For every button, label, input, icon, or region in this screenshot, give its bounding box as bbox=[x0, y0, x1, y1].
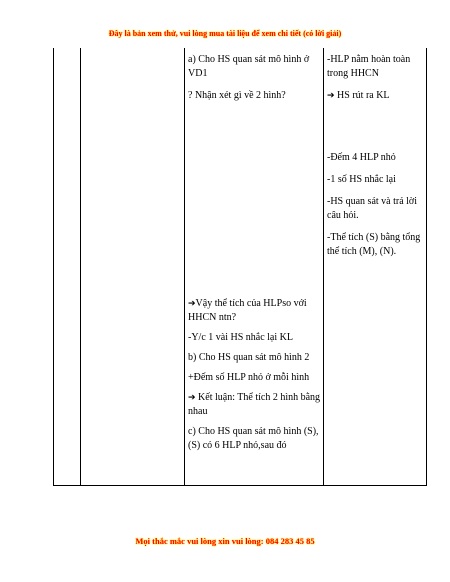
preview-notice-banner: Đây là bản xem thử, vui lòng mua tài liệu để xem chi tiết (có lời giải) bbox=[108, 29, 342, 38]
student-activity-block-b bbox=[327, 151, 424, 259]
teacher-line: a) Cho HS quan sát mô hình ở VD1 bbox=[188, 54, 310, 79]
teacher-line: ? Nhận xét gì về 2 hình? bbox=[188, 90, 286, 101]
student-line: -HS quan sát và trả lời câu hỏi. bbox=[327, 196, 417, 221]
contact-footer-banner: Mọi thắc mắc vui lòng xin vui lòng: 084 283 45 85 bbox=[135, 536, 315, 546]
teacher-line: ➔Vậy thể tích của HLPso với HHCN ntn? bbox=[188, 298, 307, 323]
student-line: -HLP nằm hoàn toàn trong HHCN bbox=[327, 54, 411, 79]
teacher-line: c) Cho HS quan sát mô hình (S), (S) có 6 HLP nhỏ,sau đó bbox=[188, 426, 319, 451]
student-line: -1 số HS nhắc lại bbox=[327, 174, 396, 185]
teacher-line: -Y/c 1 vài HS nhắc lại KL bbox=[188, 332, 293, 343]
teacher-line: +Đếm số HLP nhỏ ở mỗi hình bbox=[188, 372, 310, 383]
column-divider bbox=[184, 48, 185, 485]
right-arrow-icon: ➔ bbox=[188, 299, 196, 309]
teacher-activity-block-b bbox=[188, 297, 323, 453]
student-activity-block-a bbox=[327, 53, 424, 103]
teacher-activity-block-a bbox=[188, 53, 323, 103]
right-arrow-icon: ➔ bbox=[188, 393, 196, 403]
student-line: -Đếm 4 HLP nhỏ bbox=[327, 152, 396, 163]
teacher-line: b) Cho HS quan sát mô hình 2 bbox=[188, 352, 310, 363]
student-line: ➔ HS rút ra KL bbox=[327, 90, 390, 101]
column-divider bbox=[323, 48, 324, 485]
column-divider bbox=[80, 48, 81, 485]
student-line: -Thể tích (S) bằng tổng thể tích (M), (N). bbox=[327, 232, 421, 257]
teacher-line: ➔ Kết luận: Thể tích 2 hình bằng nhau bbox=[188, 392, 321, 417]
right-arrow-icon: ➔ bbox=[327, 91, 335, 101]
